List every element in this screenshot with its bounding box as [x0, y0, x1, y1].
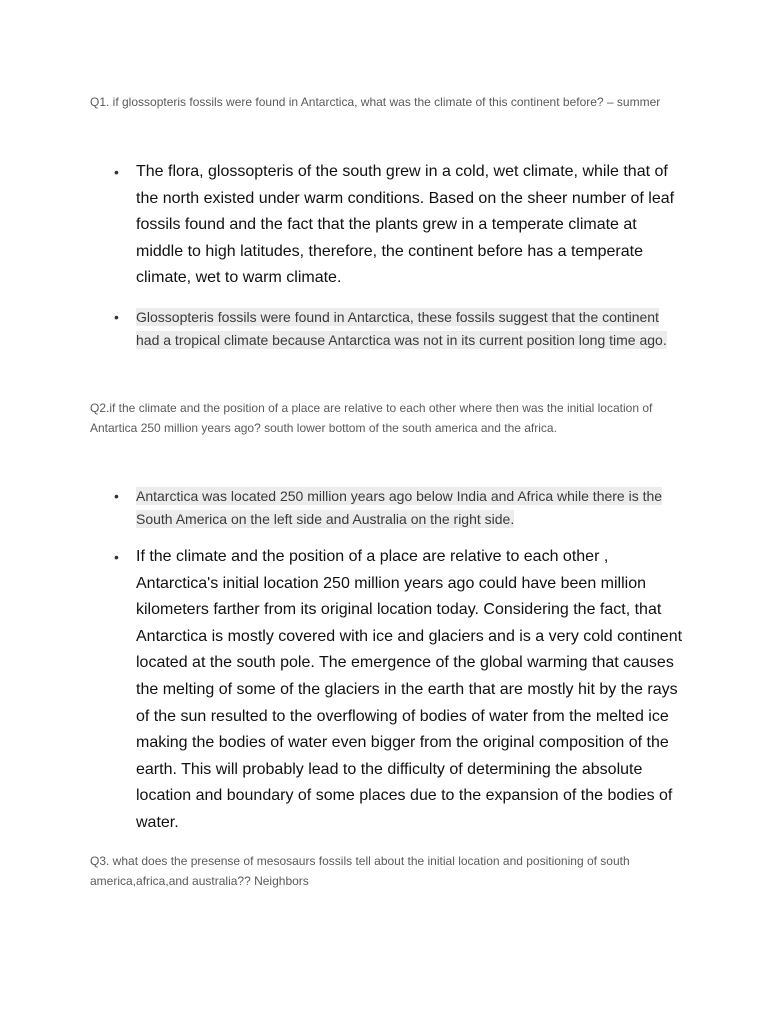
question-1: Q1. if glossopteris fossils were found in Antarctica, what was the climate of this continent before? – summer	[90, 95, 661, 109]
q2-answer-1	[136, 485, 684, 531]
q1-answer-2-text: Glossopteris fossils were found in Antarctica, these fossils suggest that the continent had a tropical climate because Antarctica was not in its current position long time ago.	[136, 308, 667, 348]
q1-answer-2	[136, 306, 684, 352]
q2-answer-2: • If the climate and the position of a place are relative to each other , Antarctica's initial location 250 million years ago could have been million kilometers farther from its original location today. Considering the fact, that Antarctica is mostly covered with ice and glaciers and is a very cold continent located at the south pole. The emergence of the global warming that causes the melting of some of the glaciers in the earth that are mostly hit by the rays of the sun resulted to the overflowing of bodies of water from the melted ice making the bodies of water even bigger from the original composition of the earth. This will probably lead to the difficulty of determining the absolute location and boundary of some places due to the expansion of the bodies of water.	[136, 544, 684, 837]
q2-answer-1-text: Antarctica was located 250 million years ago below India and Africa while there is the South America on the left side and Australia on the right side.	[136, 488, 663, 527]
q2-answer-list	[136, 485, 684, 837]
question-3: Q3. what does the presense of mesosaurs fossils tell about the initial location and positioning of south america,africa,and australia?? Neighbors	[90, 854, 630, 888]
q1-answer-list	[136, 159, 684, 352]
q1-answer-1: • The flora, glossopteris of the south grew in a cold, wet climate, while that of the north existed under warm conditions. Based on the sheer number of leaf fossils found and the fact that the plants grew in a temperate climate at middle to high latitudes, therefore, the continent before has a temperate climate, wet to warm climate.	[136, 159, 684, 292]
question-2: Q2.if the climate and the position of a place are relative to each other where then was the initial location of Antartica 250 million years ago? south lower bottom of the south america and the africa.	[90, 401, 653, 435]
